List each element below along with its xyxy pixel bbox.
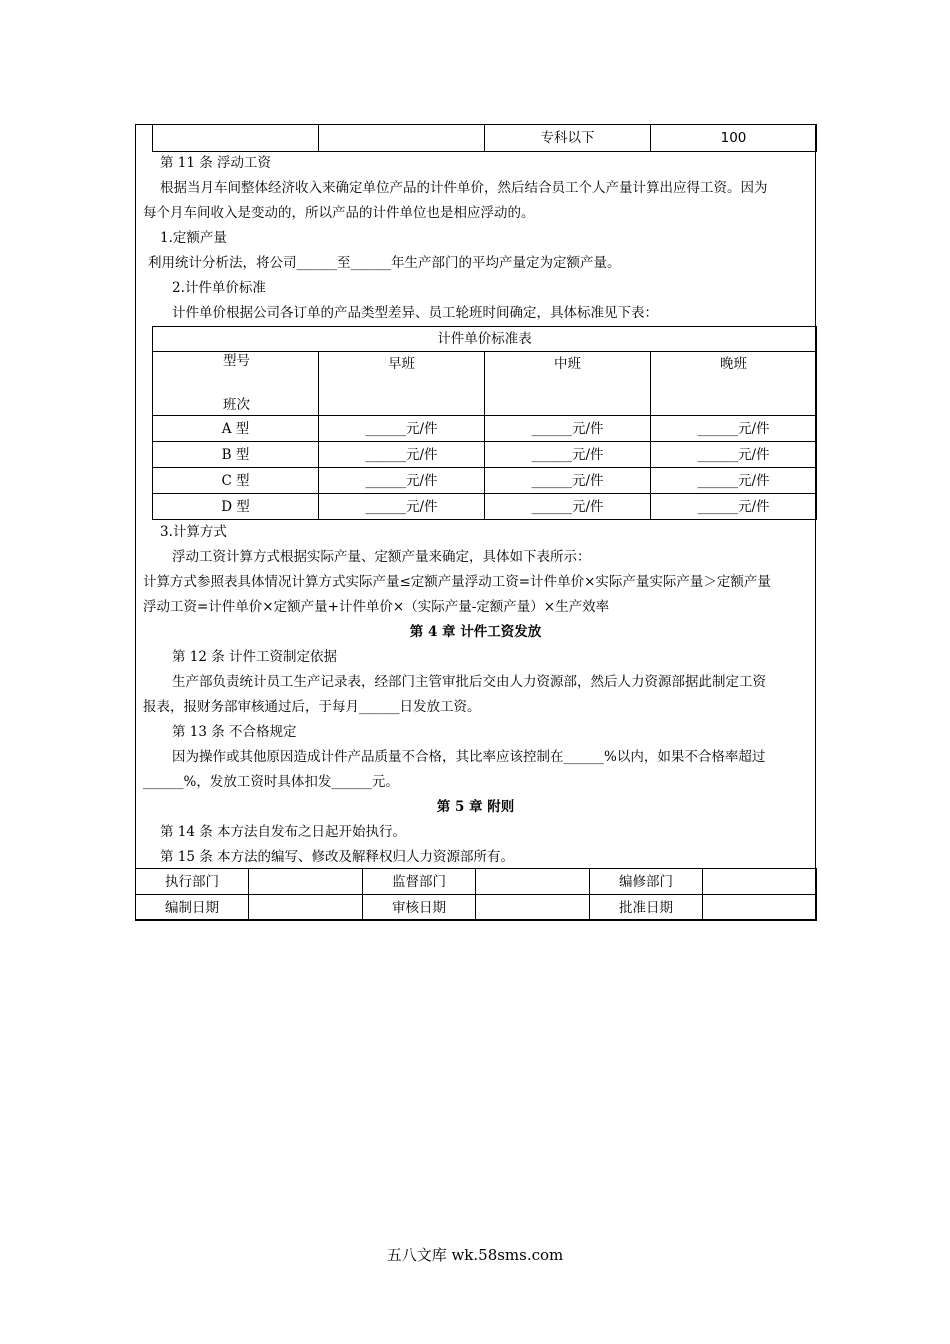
article-11-para-line2: 每个月车间收入是变动的，所以产品的计件单位也是相应浮动的。 (143, 205, 535, 221)
section-2-title: 2.计件单价标准 (172, 280, 266, 296)
shift-header-middle: 中班 (485, 352, 651, 416)
article-13-title: 第 13 条 不合格规定 (172, 724, 297, 740)
footer-value-review-date (476, 895, 590, 921)
price-table-corner (153, 352, 319, 416)
article-11-para-line1: 根据当月车间整体经济收入来确定单位产品的计件单价，然后结合员工个人产量计算出应得工资。因为 (160, 180, 768, 196)
top-cell-4: 100 (651, 125, 817, 152)
footer-label-revise-dept: 编修部门 (590, 869, 703, 895)
article-14: 第 14 条 本方法自发布之日起开始执行。 (160, 824, 407, 840)
top-cell-3: 专科以下 (485, 125, 651, 152)
section-3-title: 3.计算方式 (160, 524, 227, 540)
price-cell: ______元/件 (319, 468, 485, 494)
footer-label-review-date: 审核日期 (363, 895, 476, 921)
price-cell: ______元/件 (651, 494, 817, 520)
article-13-para-line1: 因为操作或其他原因造成计件产品质量不合格，其比率应该控制在______%以内，如果不合格率超过 (172, 749, 766, 765)
price-cell: ______元/件 (485, 416, 651, 442)
footer-label-approve-date: 批准日期 (590, 895, 703, 921)
footer-value-supervise-dept (476, 869, 590, 895)
price-cell: ______元/件 (319, 416, 485, 442)
section-2-text: 计件单价根据公司各订单的产品类型差异、员工轮班时间确定，具体标准见下表： (172, 305, 658, 321)
row-type: D 型 (153, 494, 319, 520)
price-cell: ______元/件 (651, 468, 817, 494)
footer-value-approve-date (703, 895, 817, 921)
price-cell: ______元/件 (651, 442, 817, 468)
section-3-text: 浮动工资计算方式根据实际产量、定额产量来确定，具体如下表所示： (172, 549, 591, 565)
price-cell: ______元/件 (485, 468, 651, 494)
footer-table (135, 868, 817, 921)
price-cell: ______元/件 (319, 442, 485, 468)
shift-header-night: 晚班 (651, 352, 817, 416)
footer-label-compile-date: 编制日期 (136, 895, 249, 921)
price-table-title: 计件单价标准表 (153, 327, 817, 352)
top-table (152, 124, 817, 152)
article-12-title: 第 12 条 计件工资制定依据 (172, 649, 338, 665)
price-cell: ______元/件 (651, 416, 817, 442)
row-type: A 型 (153, 416, 319, 442)
calc-line-1: 计算方式参照表具体情况计算方式实际产量≤定额产量浮动工资=计件单价×实际产量实际产量＞定额产量 (143, 574, 771, 590)
chapter-5-title: 第 5 章 附则 (436, 799, 515, 815)
top-cell-2 (319, 125, 485, 152)
price-cell: ______元/件 (485, 494, 651, 520)
price-cell: ______元/件 (319, 494, 485, 520)
section-1-text: 利用统计分析法，将公司______至______年生产部门的平均产量定为定额产量。 (148, 255, 621, 271)
article-12-para-line1: 生产部负责统计员工生产记录表，经部门主管审批后交由人力资源部，然后人力资源部据此制定工资 (172, 674, 766, 690)
article-12-para-line2: 报表，报财务部审核通过后，于每月______日发放工资。 (143, 699, 481, 715)
corner-type-label: 型号 (223, 353, 250, 369)
row-type: B 型 (153, 442, 319, 468)
section-1-title: 1.定额产量 (160, 230, 227, 246)
article-11-title: 第 11 条 浮动工资 (160, 155, 272, 171)
corner-shift-label: 班次 (223, 397, 250, 413)
footer-value-exec-dept (249, 869, 363, 895)
footer-value-compile-date (249, 895, 363, 921)
footer-label-exec-dept: 执行部门 (136, 869, 249, 895)
shift-header-early: 早班 (319, 352, 485, 416)
watermark-text: 五八文库 wk.58sms.com (386, 1246, 564, 1264)
price-table (152, 326, 817, 520)
calc-line-2: 浮动工资=计件单价×定额产量+计件单价×（实际产量-定额产量）×生产效率 (143, 599, 610, 615)
price-cell: ______元/件 (485, 442, 651, 468)
top-cell-1 (153, 125, 319, 152)
article-13-para-line2: ______%，发放工资时具体扣发______元。 (143, 774, 399, 790)
chapter-4-title: 第 4 章 计件工资发放 (409, 624, 542, 640)
row-type: C 型 (153, 468, 319, 494)
article-15: 第 15 条 本方法的编写、修改及解释权归人力资源部所有。 (160, 849, 515, 865)
footer-label-supervise-dept: 监督部门 (363, 869, 476, 895)
footer-value-revise-dept (703, 869, 817, 895)
